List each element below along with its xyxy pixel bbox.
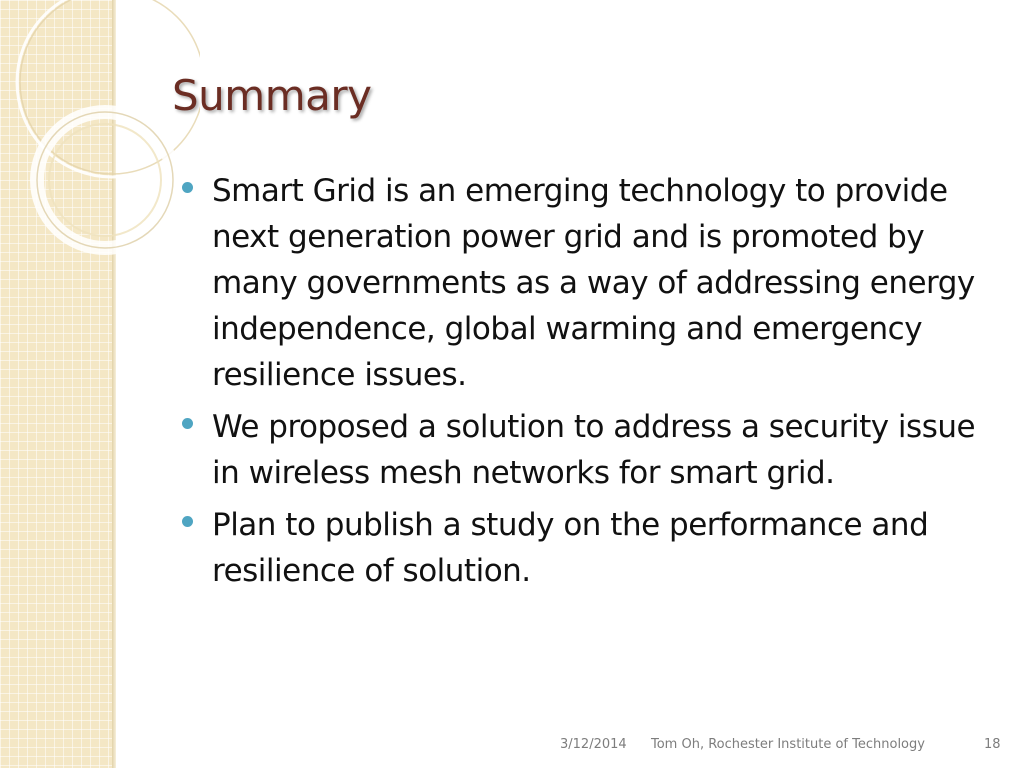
slide-footer	[0, 733, 1024, 757]
bullet-icon	[182, 516, 193, 527]
footer-author: Tom Oh, Rochester Institute of Technology	[651, 737, 925, 752]
bullet-item	[182, 168, 1002, 398]
bullet-list	[182, 168, 1002, 600]
bullet-text: We proposed a solution to address a security issue in wireless mesh networks for smart grid.	[212, 409, 976, 491]
bullet-icon	[182, 182, 193, 193]
footer-date: 3/12/2014	[560, 737, 627, 752]
decorative-circles	[0, 0, 200, 300]
bullet-item	[182, 502, 1002, 594]
slide-title: Summary	[172, 71, 372, 120]
footer-page-number: 18	[984, 737, 1001, 752]
bullet-icon	[182, 418, 193, 429]
bullet-item	[182, 404, 1002, 496]
bullet-text: Smart Grid is an emerging technology to provide next generation power grid and is promoted by many governments as a way of addressing energy independence, global warming and emergency resilience issues.	[212, 173, 975, 393]
bullet-text: Plan to publish a study on the performance and resilience of solution.	[212, 507, 929, 589]
